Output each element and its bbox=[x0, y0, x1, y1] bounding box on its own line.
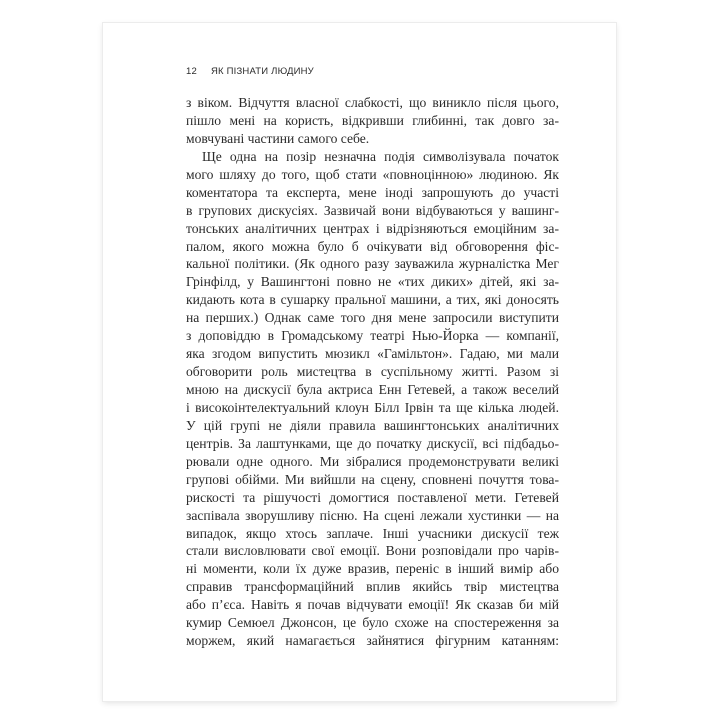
text-line: з віком. Відчуття власної слабкості, що виникло після цього, bbox=[186, 95, 559, 110]
text-line: тонських аналітичних центрах і відрізняються емоційним за- bbox=[186, 220, 559, 236]
running-title: ЯК ПІЗНАТИ ЛЮДИНУ bbox=[210, 65, 314, 77]
text-line: коментатора та експерта, мене іноді запрошують до участі bbox=[186, 184, 559, 200]
text-line: кидають кота в сушарку пральної машини, а тих, які доносять bbox=[186, 292, 559, 308]
text-line: на перших.) Однак саме того дня мене запросили виступити bbox=[186, 310, 559, 326]
text-line: яка згодом випустить мюзикл «Гамільтон». Гадаю, ми мали bbox=[186, 346, 559, 362]
text-line: справив трансформаційний вплив якийсь твір мистецтва bbox=[186, 579, 559, 595]
text-line: мною на дискусії була актриса Енн Гетевей, а також веселий bbox=[186, 382, 559, 397]
text-line: в групових дискусіях. Зазвичай вони відбуваються у вашинг- bbox=[186, 202, 559, 218]
text-line: обговорити роль мистецтва в суспільному житті. Разом зі bbox=[186, 364, 559, 380]
text-line: кумир Семюел Джонсон, це було схоже на спостереження за bbox=[186, 615, 559, 631]
text-line: моржем, який намагається зайнятися фігурним катанням: bbox=[186, 633, 559, 649]
text-line: палом, якого можна було б очікувати від обговорення фіс- bbox=[186, 238, 559, 254]
text-line: стали висловлювати свої емоції. Вони розповідали про чарів- bbox=[186, 543, 559, 559]
body-text bbox=[186, 94, 559, 650]
text-line: ні моменти, коли їх дуже вразив, переніс в інший вимір або bbox=[186, 561, 559, 577]
text-line: мовчувані частини самого себе. bbox=[186, 130, 370, 146]
text-line: групові обійми. Ми вийшли на сцену, сповнені почуття това- bbox=[186, 471, 559, 487]
text-line: центрів. За лаштунками, ще до початку дискусії, всі підбадьо- bbox=[186, 435, 559, 451]
text-line: з доповіддю в Громадському театрі Нью-Йорка — компанії, bbox=[186, 328, 559, 344]
running-header bbox=[186, 64, 314, 78]
text-line: рювали одне одного. Ми зібралися продемонструвати великі bbox=[186, 453, 559, 469]
text-line: У цій групі не діяли правила вашингтонських аналітичних bbox=[186, 417, 559, 433]
text-line: або п’єса. Навіть я почав відчувати емоції! Як сказав би мій bbox=[186, 597, 559, 613]
text-line: випадок, якщо хтось заплаче. Інші учасники дискусії теж bbox=[186, 525, 559, 541]
text-line: Ще одна на позір незначна подія символізувала початок bbox=[202, 148, 559, 164]
text-line: Грінфілд, у Вашингтоні повно не «тих диких» дітей, які за- bbox=[186, 274, 559, 290]
text-line: пішло мені на користь, відкривши глибинні, так довго за- bbox=[186, 112, 559, 128]
page-number: 12 bbox=[186, 65, 197, 77]
text-line: рискості та рішучості домогтися поставленої мети. Гетевей bbox=[186, 489, 559, 505]
text-line: мого шляху до того, щоб стати «повноцінною» людиною. Як bbox=[186, 166, 559, 182]
book-page bbox=[103, 23, 616, 701]
text-line: заспівала зворушливу пісню. На сцені лежали хустинки — на bbox=[186, 507, 559, 523]
text-line: кальної політики. (Як одного разу зауважила журналістка Мег bbox=[186, 256, 559, 272]
text-line: і високоінтелектуальний клоун Білл Ірвін та ще кілька людей. bbox=[186, 399, 559, 415]
